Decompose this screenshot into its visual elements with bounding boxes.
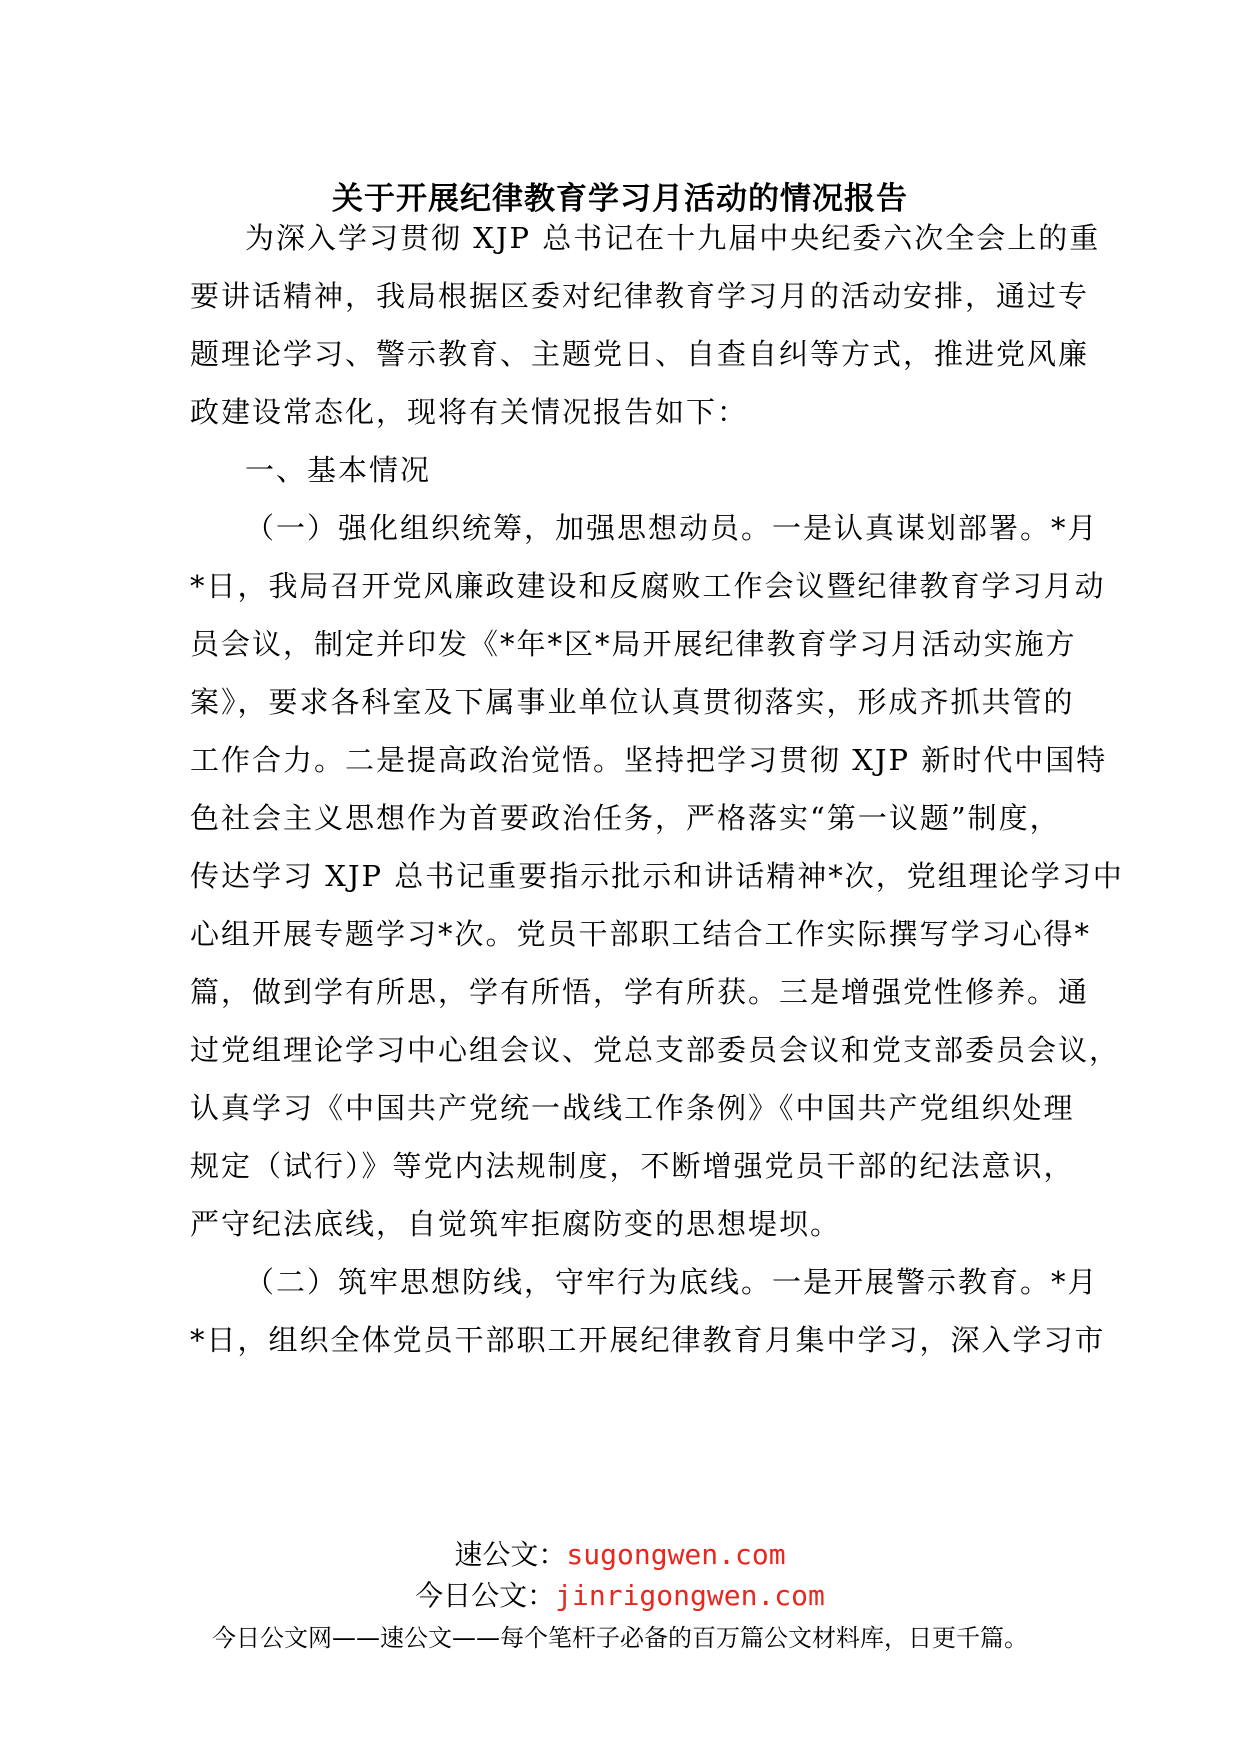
paragraph-line: *日，组织全体党员干部职工开展纪律教育月集中学习，深入学习市 bbox=[190, 1323, 1106, 1357]
paragraph-line: 篇，做到学有所思，学有所悟，学有所获。三是增强党性修养。通 bbox=[190, 975, 1090, 1009]
paragraph-line: 严守纪法底线，自觉筑牢拒腐防变的思想堤坝。 bbox=[190, 1207, 842, 1241]
footer-slogan: 今日公文网——速公文——每个笔杆子必备的百万篇公文材料库，日更千篇。 bbox=[212, 1624, 1028, 1652]
paragraph-line: 政建设常态化，现将有关情况报告如下： bbox=[190, 395, 749, 429]
paragraph-line: 为深入学习贯彻 XJP 总书记在十九届中央纪委六次全会上的重 bbox=[245, 221, 1101, 255]
paragraph-line: 心组开展专题学习*次。党员干部职工结合工作实际撰写学习心得* bbox=[190, 917, 1092, 951]
sugongwen-link[interactable]: sugongwen.com bbox=[566, 1538, 786, 1571]
paragraph-line: 要讲话精神，我局根据区委对纪律教育学习月的活动安排，通过专 bbox=[190, 279, 1090, 313]
paragraph-line: 认真学习《中国共产党统一战线工作条例》《中国共产党组织处理 bbox=[190, 1091, 1075, 1125]
paragraph-line: *日，我局召开党风廉政建设和反腐败工作会议暨纪律教育学习月动 bbox=[190, 569, 1106, 603]
paragraph-line: （二）筑牢思想防线，守牢行为底线。一是开展警示教育。*月 bbox=[245, 1265, 1099, 1299]
paragraph-line: 题理论学习、警示教育、主题党日、自查自纠等方式，推进党风廉 bbox=[190, 337, 1090, 371]
paragraph-line: 过党组理论学习中心组会议、党总支部委员会议和党支部委员会议， bbox=[190, 1033, 1121, 1067]
paragraph-line: 规定（试行）》等党内法规制度，不断增强党员干部的纪法意识， bbox=[190, 1149, 1075, 1183]
paragraph-line: （一）强化组织统筹，加强思想动员。一是认真谋划部署。*月 bbox=[245, 511, 1099, 545]
section-heading: 一、基本情况 bbox=[245, 453, 432, 487]
footer-label: 今日公文： bbox=[415, 1579, 556, 1612]
footer-jinrigongwen bbox=[0, 1576, 1240, 1616]
jinrigongwen-link[interactable]: jinrigongwen.com bbox=[555, 1579, 825, 1612]
paragraph-line: 工作合力。二是提高政治觉悟。坚持把学习贯彻 XJP 新时代中国特 bbox=[190, 743, 1108, 777]
paragraph-line: 传达学习 XJP 总书记重要指示批示和讲话精神*次，党组理论学习中 bbox=[190, 859, 1124, 893]
paragraph-line: 员会议，制定并印发《*年*区*局开展纪律教育学习月活动实施方 bbox=[190, 627, 1077, 661]
paragraph-line: 色社会主义思想作为首要政治任务，严格落实“第一议题”制度， bbox=[190, 801, 1061, 835]
paragraph-line: 案》，要求各科室及下属事业单位认真贯彻落实，形成齐抓共管的 bbox=[190, 685, 1075, 719]
footer-label: 速公文： bbox=[454, 1538, 567, 1571]
document-title: 关于开展纪律教育学习月活动的情况报告 bbox=[332, 181, 908, 217]
footer-sugongwen bbox=[0, 1535, 1240, 1575]
